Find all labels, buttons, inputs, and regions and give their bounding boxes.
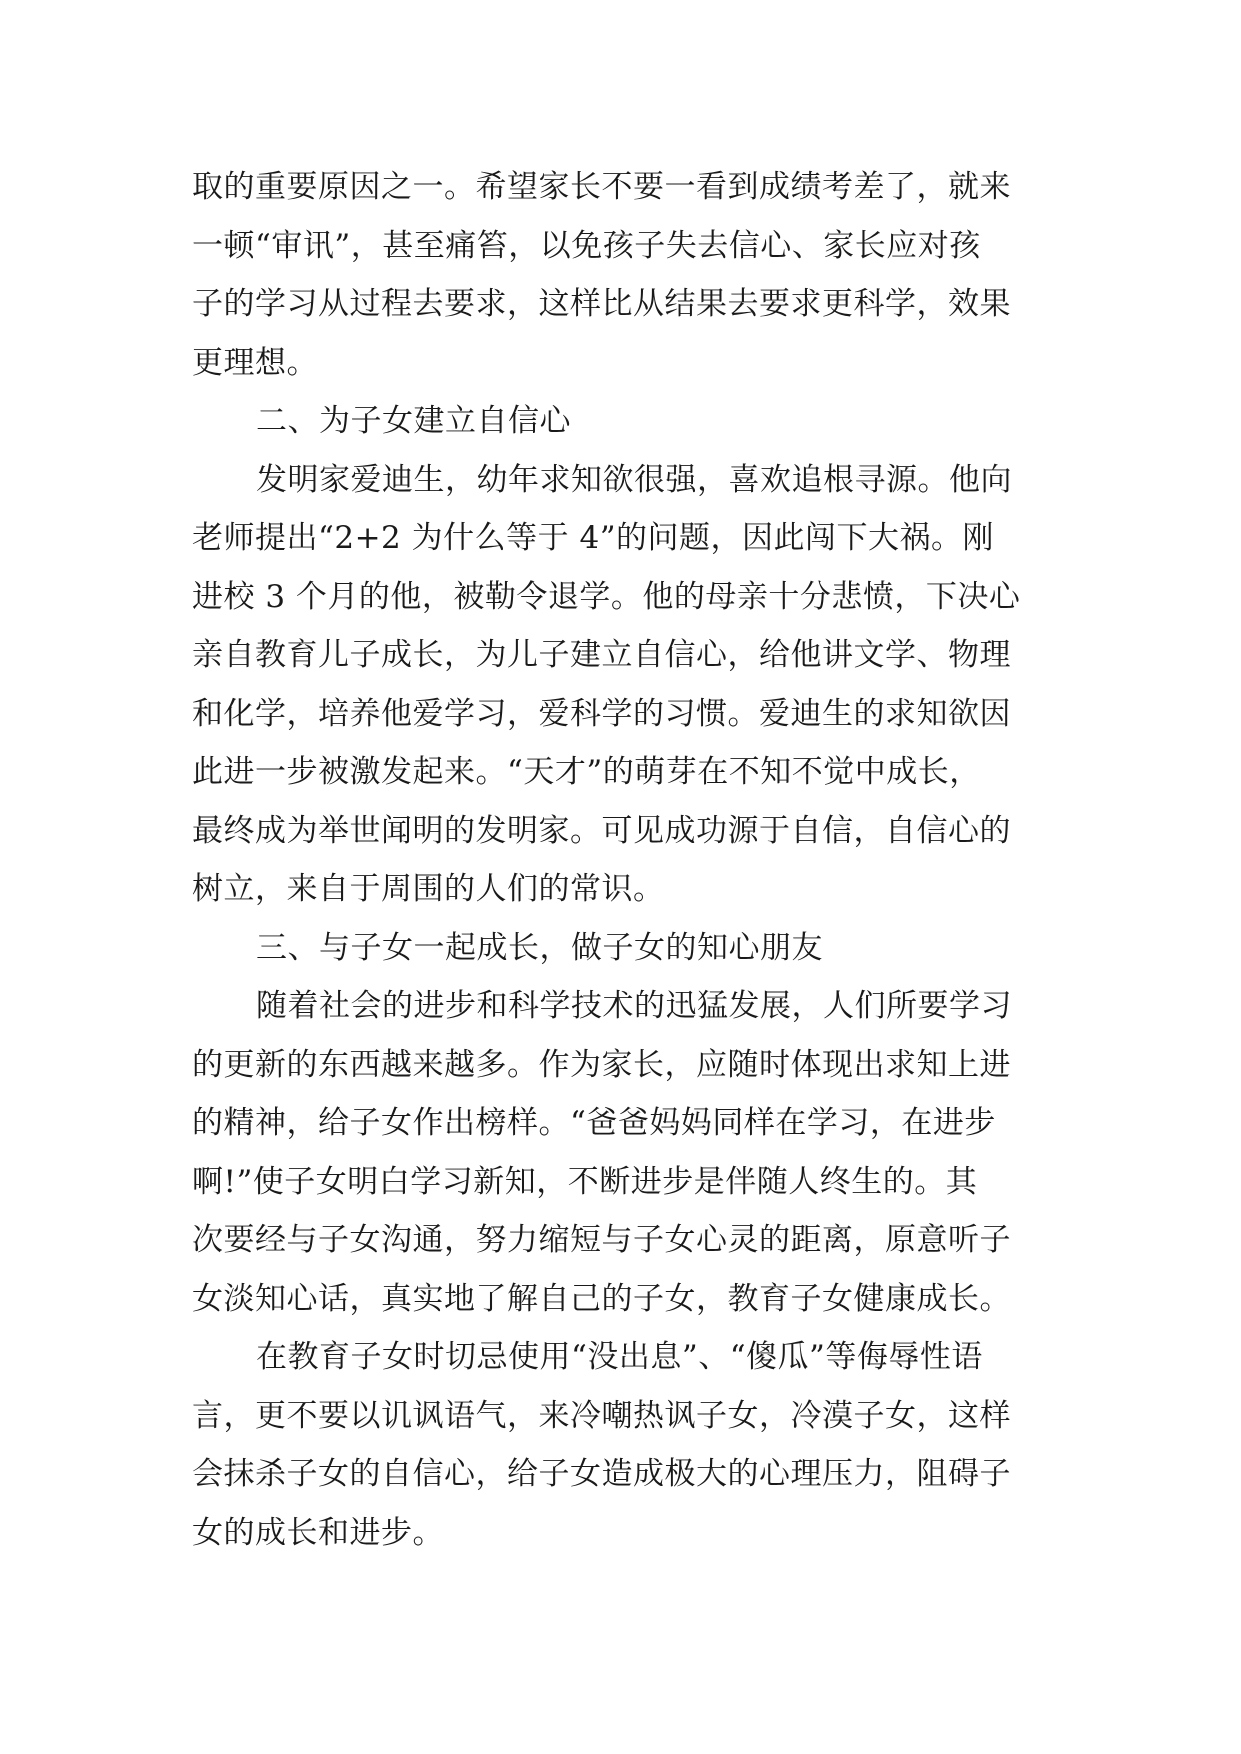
text-line: 更理想。 [192, 344, 318, 381]
text-line: 取的重要原因之一。希望家长不要一看到成绩考差了，就来 [192, 169, 1011, 205]
section-heading: 三、与子女一起成长，做子女的知心朋友 [256, 929, 823, 966]
text-line: 一顿“审讯”，甚至痛笞，以免孩子失去信心、家长应对孩 [192, 227, 981, 264]
text-line: 在教育子女时切忌使用“没出息”、“傻瓜”等侮辱性语 [256, 1339, 983, 1375]
text-line: 亲自教育儿子成长，为儿子建立自信心，给他讲文学、物理 [192, 637, 1011, 673]
text-line: 会抹杀子女的自信心，给子女造成极大的心理压力，阻碍子 [192, 1456, 1011, 1492]
text-line: 随着社会的进步和科学技术的迅猛发展，人们所要学习 [256, 988, 1012, 1024]
text-line: 女淡知心话，真实地了解自己的子女，教育子女健康成长。 [192, 1280, 1011, 1317]
text-line: 进校 3 个月的他，被勒令退学。他的母亲十分悲愤，下决心 [192, 578, 1021, 615]
text-line: 子的学习从过程去要求，这样比从结果去要求更科学，效果 [192, 286, 1011, 322]
text-line: 树立，来自于周围的人们的常识。 [192, 871, 665, 907]
document-body [192, 158, 1062, 1562]
text-line: 啊!”使子女明白学习新知，不断进步是伴随人终生的。其 [192, 1163, 978, 1200]
text-line: 的精神，给子女作出榜样。“爸爸妈妈同样在学习，在进步 [192, 1105, 996, 1141]
text-line: 此进一步被激发起来。“天才”的萌芽在不知不觉中成长， [192, 754, 981, 790]
text-line: 次要经与子女沟通，努力缩短与子女心灵的距离，原意听子 [192, 1222, 1011, 1258]
section-heading: 二、为子女建立自信心 [256, 403, 571, 439]
text-line: 老师提出“2+2 为什么等于 4”的问题，因此闯下大祸。刚 [192, 520, 995, 556]
text-line: 言，更不要以讥讽语气，来冷嘲热讽子女，冷漠子女，这样 [192, 1397, 1011, 1434]
text-line: 最终成为举世闻明的发明家。可见成功源于自信，自信心的 [192, 812, 1011, 849]
text-line: 女的成长和进步。 [192, 1514, 444, 1551]
text-line: 发明家爱迪生，幼年求知欲很强，喜欢追根寻源。他向 [256, 461, 1012, 498]
text-line: 和化学，培养他爱学习，爱科学的习惯。爱迪生的求知欲因 [192, 695, 1011, 732]
text-line: 的更新的东西越来越多。作为家长，应随时体现出求知上进 [192, 1046, 1011, 1083]
